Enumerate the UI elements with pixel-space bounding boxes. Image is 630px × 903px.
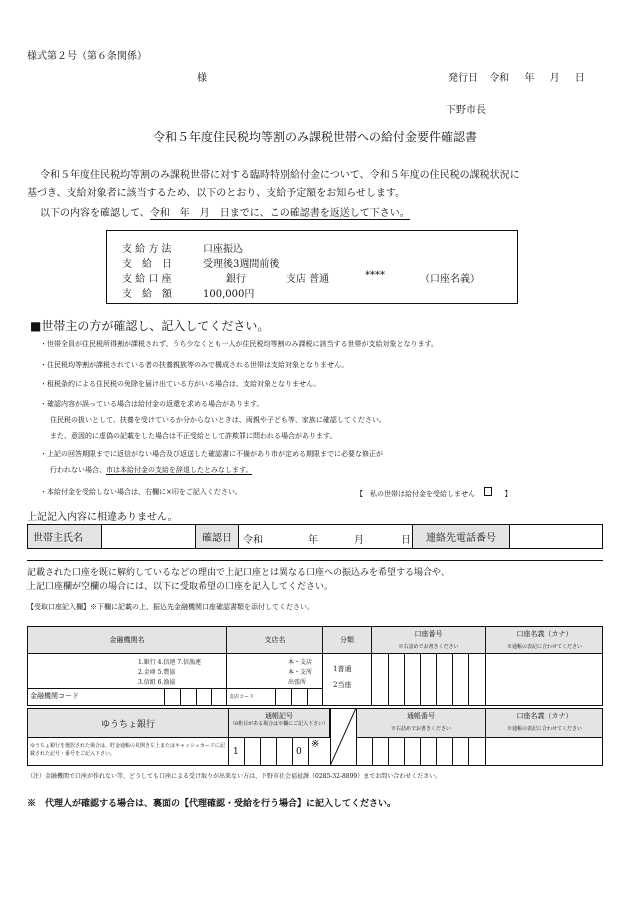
yucho-symbol-note: （6桁目がある場合は※欄にご記入下さい） <box>230 721 329 727</box>
masked-account: **** <box>365 270 385 281</box>
grid-line <box>307 688 308 706</box>
page-title: 令和５年度住民税均等割のみ課税世帯への給付金要件確認書 <box>152 130 477 144</box>
yucho-mark: ※ <box>311 739 320 750</box>
col-account: 口座番号 <box>414 630 443 638</box>
account-note-1: 記載された口座を既に解約しているなどの理由で上記口座とは異なる口座への振込みを希望する場合や、 <box>27 568 450 578</box>
bullet-6: ・本給付金を受給しない場合は、右欄に×印をご記入ください。 <box>40 488 242 496</box>
account-note-2: 上記口座欄が空欄の場合には、以下に受取希望の口座を記入してください。 <box>27 582 334 592</box>
grid-line <box>275 688 276 706</box>
decline-checkbox[interactable] <box>484 487 492 496</box>
grid-line <box>452 738 453 766</box>
confirm-date-label: 確認日 <box>195 524 239 549</box>
bullet-4-sub1: 住民税の扱いとして、扶養を受けているか分からないときは、両親や子ども等、家族に確認してください。 <box>50 416 386 424</box>
grid-line <box>291 688 292 706</box>
grid-line <box>244 738 245 766</box>
grid-line <box>420 653 421 706</box>
confirm-text: 上記記入内容に相違ありません。 <box>27 512 178 523</box>
yucho-number-note: ※右詰めでお書きください <box>390 726 451 732</box>
head-label: 世帯主氏名 <box>27 524 102 549</box>
bullet-3: ・租税条約による住民税の免除を届け出ている方がいる場合は、支給対象となりません。 <box>40 380 321 388</box>
section-heading: ■世帯主の方が確認し、記入してください。 <box>30 319 270 333</box>
grid-line <box>211 688 212 706</box>
yucho-number-label: 通帳番号 <box>407 712 435 720</box>
method-label: 支 給 方 法 <box>122 244 172 255</box>
phone-label: 連絡先電話番号 <box>412 524 510 549</box>
col-holder-note: ※通帳の表記に合わせてください <box>506 644 582 650</box>
bullet-4-sub2: また、意図的に虚偽の記載をした場合は不正受給として詐欺罪に問われる場合があります。 <box>50 432 337 440</box>
col-branch: 支店名 <box>264 636 286 644</box>
issue-date <box>448 69 585 84</box>
receipt-heading: 【受取口座記入欄】※下欄に記載の上、振込先金融機関口座確認書類を添付してください。 <box>27 603 314 611</box>
decline-statement-text: 【 私の世帯は給付金を受給しません <box>356 490 482 498</box>
date-value: 受理後3週間前後 <box>203 259 280 270</box>
grid-line <box>436 653 437 706</box>
inst-types-2: 2.金庫 5.農協 <box>138 669 176 676</box>
amount-value: 100,000円 <box>203 289 255 300</box>
decline-notice: 市は本給付金の支給を辞退したとみなします。 <box>106 466 253 474</box>
col-holder: 口座名義（カナ） <box>516 630 573 638</box>
branch-types-1: 本・支店 <box>288 659 313 666</box>
footnote: （注）金融機関で口座が作れない等、どうしても口座による受け取りが出来ない方は、下野市社会福祉課（0285-32-8899）までお問い合わせください。 <box>27 773 442 780</box>
agent-note: ※ 代理人が確認する場合は、裏面の【代理確認・受給を行う場合】に記入してください。 <box>27 799 397 809</box>
bank-label: 銀行 <box>226 274 246 285</box>
date-label: 支 給 日 <box>122 259 172 270</box>
intro-line2: 基づき、支給対象者に該当するため、以下のとおり、支給予定額をお知らせします。 <box>27 188 406 199</box>
bullet-5: ・上記の回答期限までに返信がない場合及び返送した確認書に不備があり市が定める期限までに必要な修正が <box>40 450 383 458</box>
inst-types-3: 3.信組 6.漁協 <box>138 679 176 686</box>
type-1: 1普通 <box>333 665 352 673</box>
intro-line3 <box>40 204 410 219</box>
amount-label: 支 給 額 <box>122 289 172 300</box>
bullet-5-sub <box>50 465 252 475</box>
bank-input-row[interactable] <box>27 653 603 706</box>
issue-date-label: 発行日 <box>448 73 478 84</box>
branch-types-2: 本・支所 <box>288 669 313 676</box>
grid-line <box>180 688 181 706</box>
branch-code: 支店コード <box>229 694 255 700</box>
intro-line3-prefix: 以下の内容を確認して、 <box>40 208 150 219</box>
issue-date-era: 令和 <box>489 73 510 84</box>
grid-line <box>452 653 453 706</box>
yucho-name: ゆうちょ銀行 <box>27 708 229 738</box>
issue-date-day: 日 <box>574 73 585 84</box>
decline-statement <box>356 487 511 499</box>
branch-label: 支店 普通 <box>286 274 330 285</box>
confirm-date-year: 年 <box>308 535 318 546</box>
branch-types-3: 出張所 <box>288 679 307 686</box>
grid-line <box>292 738 293 766</box>
issuer: 下野市長 <box>446 105 486 116</box>
decline-statement-close: 】 <box>504 490 512 498</box>
grid-line <box>372 738 373 766</box>
return-deadline: 令和 年 月 日までに、この確認書を返送して下さい。 <box>149 208 410 219</box>
type-2: 2当座 <box>333 681 352 689</box>
yucho-prefix: 1 <box>233 747 239 757</box>
bullet-2: ・住民税均等割が課税されている者の扶養親族等のみで構成される世帯は支給対象となりません。 <box>40 361 349 369</box>
inst-code: 金融機関コード <box>30 692 79 700</box>
divider <box>27 560 603 561</box>
issue-date-year: 年 <box>524 73 535 84</box>
yucho-holder-note: ※通帳の表記に合わせてください <box>506 726 582 732</box>
grid-line <box>404 738 405 766</box>
holder-label: （口座名義） <box>420 274 480 285</box>
addressee-honorific: 様 <box>197 73 207 84</box>
grid-line <box>164 688 165 706</box>
grid-line <box>276 738 277 766</box>
grid-line <box>260 738 261 766</box>
form-number: 様式第２号（第６条関係） <box>27 51 147 62</box>
bullet-4: ・確認内容が誤っている場合は給付金の返還を求める場合があります。 <box>40 400 264 408</box>
grid-line <box>420 738 421 766</box>
col-type: 分類 <box>340 636 354 644</box>
yucho-symbol-label: 通帳記号 <box>265 712 293 720</box>
confirm-date-era: 令和 <box>243 535 263 546</box>
confirm-date-day: 日 <box>401 535 411 546</box>
head-name-input[interactable] <box>101 524 196 549</box>
grid-line <box>404 653 405 706</box>
col-account-note: ※右詰めでお書きください <box>398 644 459 650</box>
grid-line <box>468 653 469 706</box>
yucho-holder-label: 口座名義（カナ） <box>516 712 573 720</box>
intro-line1: 令和５年度住民税均等割のみ課税世帯に対する臨時特別給付金について、令和５年度の住民税の課税状況に <box>40 170 520 181</box>
phone-input[interactable] <box>509 524 603 549</box>
bullet-5-sub-prefix: 行われない場合、 <box>50 466 106 474</box>
yucho-suffix: 0 <box>296 747 302 757</box>
bullet-1: ・世帯全員が住民税所得割が課税されず、うち少なくとも一人が住民税均等割のみ課税に該当する世帯が支給対象となります。 <box>40 340 438 348</box>
method-value: 口座振込 <box>203 244 243 255</box>
grid-line <box>388 653 389 706</box>
grid-line <box>196 688 197 706</box>
issue-date-month: 月 <box>549 73 560 84</box>
grid-line <box>388 738 389 766</box>
grid-line <box>308 738 309 766</box>
yucho-note: ゆうちょ銀行を選択された場合は、貯金通帳の見開き左上またはキャッシュカードに記載された記号・番号をご記入下さい。 <box>30 743 225 757</box>
account-label: 支 給 口 座 <box>122 274 172 285</box>
grid-line <box>27 688 323 689</box>
diagonal-slash <box>330 708 356 766</box>
grid-line <box>468 738 469 766</box>
inst-types-1: 1.銀行 4.信連 7.信漁連 <box>138 659 201 666</box>
grid-line <box>436 738 437 766</box>
col-institution: 金融機関名 <box>109 636 145 644</box>
confirm-date-month: 月 <box>354 535 364 546</box>
